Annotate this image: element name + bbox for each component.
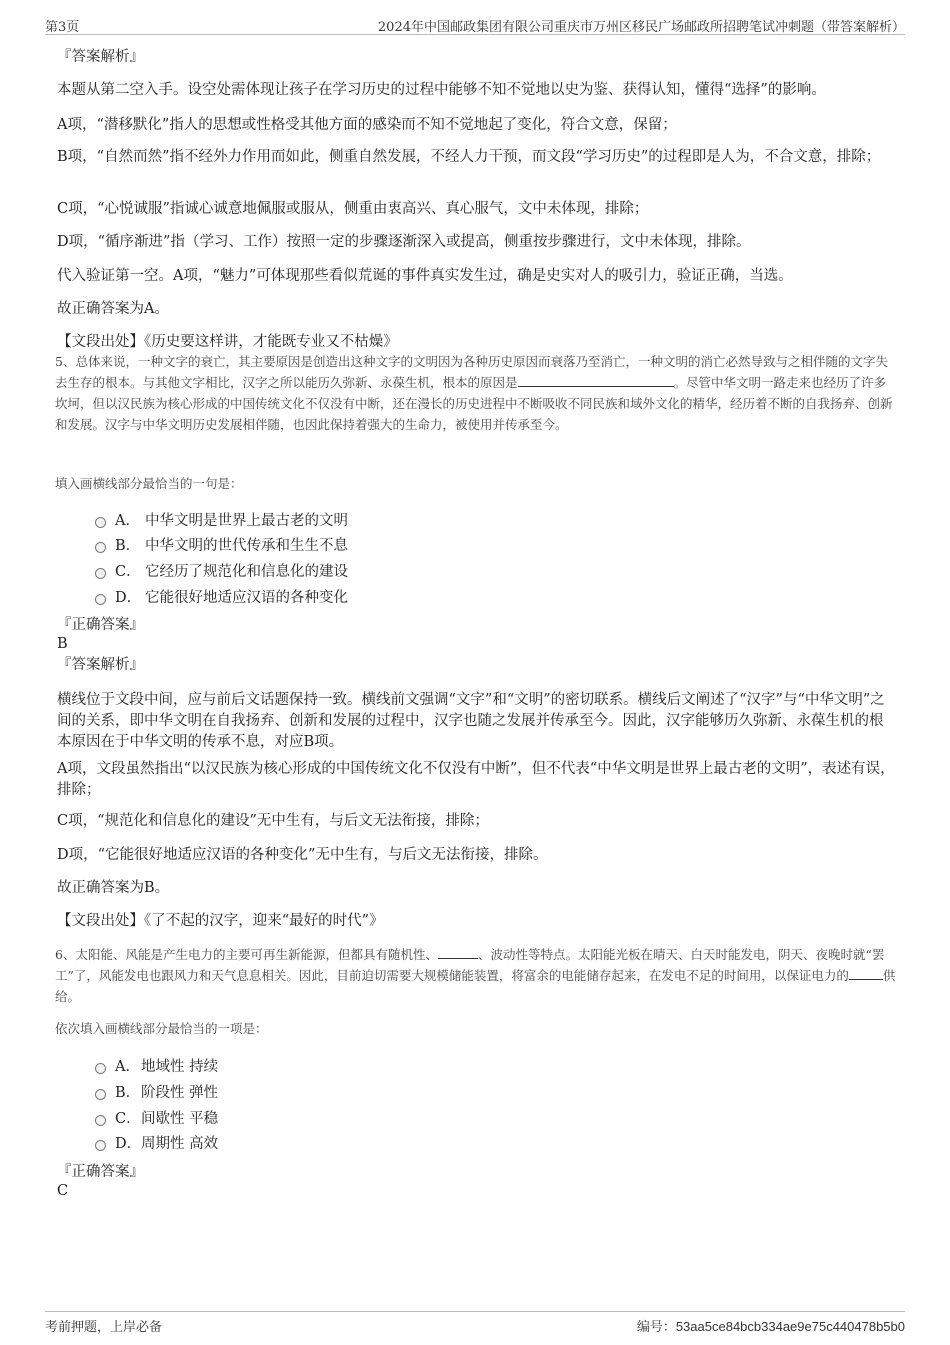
q6-stem-part-c: 供给。 xyxy=(55,968,896,1004)
q6-correct-label: 『正确答案』 xyxy=(57,1164,144,1180)
q6-option-a[interactable]: A．地域性 持续 xyxy=(95,1056,218,1078)
q6-stem-part-a: 6、太阳能、风能是产生电力的主要可再生新能源，但都具有随机性、 xyxy=(55,947,438,962)
footer-slogan: 考前押题，上岸必备 xyxy=(45,1320,163,1335)
q5-analysis-a: A项，文段虽然指出“以汉民族为核心形成的中国传统文化不仅没有中断”，但不代表“中华文明是世界上最古老的文明”，表述有误，排除； xyxy=(57,761,895,798)
q5-option-a[interactable]: A． 中华文明是世界上最古老的文明 xyxy=(95,510,348,532)
q6-option-b[interactable]: B．阶段性 弹性 xyxy=(95,1082,218,1104)
page-header xyxy=(45,14,905,35)
q5-prompt: 填入画横线部分最恰当的一句是： xyxy=(55,476,243,491)
q4-analysis-a: A项，“潜移默化”指人的思想或性格受其他方面的感染而不知不觉地起了变化，符合文意，保留； xyxy=(57,117,677,133)
q6-prompt: 依次填入画横线部分最恰当的一项是： xyxy=(55,1021,268,1036)
q4-source: 【文段出处】《历史要这样讲，才能既专业又不枯燥》 xyxy=(57,334,398,350)
q4-analysis-p3: 故正确答案为A。 xyxy=(57,301,169,317)
q6-option-d[interactable]: D．周期性 高效 xyxy=(95,1133,218,1155)
q5-answer: B xyxy=(57,636,68,652)
q5-blank xyxy=(518,372,674,387)
q6-blank-2 xyxy=(849,965,883,980)
radio-icon[interactable] xyxy=(95,1089,106,1100)
document-title: 2024年中国邮政集团有限公司重庆市万州区移民广场邮政所招聘笔试冲刺题（带答案解析） xyxy=(377,20,905,35)
page-number: 第3页 xyxy=(45,20,80,35)
q6-stem xyxy=(55,944,897,1007)
q5-option-b[interactable]: B． 中华文明的世代传承和生生不息 xyxy=(95,535,348,557)
q5-stem-part-b: 。尽管中华文明一路走来也经历了许多坎坷，但以汉民族为核心形成的中国传统文化不仅没有中断，还在漫长的历史进程中不断吸收不同民族和域外文化的精华，经历着不断的自我扬弃、创新和发展。汉字与中华文明历史发展相伴随，也因此保持着强大的生命力，被使用并传承至今。 xyxy=(55,375,893,432)
q5-stem xyxy=(55,351,897,435)
q5-option-c[interactable]: C． 它经历了规范化和信息化的建设 xyxy=(95,561,348,583)
q6-option-c[interactable]: C．间歇性 平稳 xyxy=(95,1108,218,1130)
q5-analysis-c: C项，“规范化和信息化的建设”无中生有，与后文无法衔接，排除； xyxy=(57,813,489,829)
q5-source: 【文段出处】《了不起的汉字，迎来“最好的时代”》 xyxy=(57,913,384,929)
q4-analysis-label: 『答案解析』 xyxy=(57,49,144,65)
q4-analysis-b: B项，“自然而然”指不经外力作用而如此，侧重自然发展，不经人力干预，而文段“学习历史”的过程即是人为，不合文意，排除； xyxy=(57,149,881,165)
q4-analysis-d: D项，“循序渐进”指（学习、工作）按照一定的步骤逐渐深入或提高，侧重按步骤进行，文中未体现，排除。 xyxy=(57,234,751,250)
q5-analysis-p1: 横线位于文段中间，应与前后文话题保持一致。横线前文强调“文字”和“文明”的密切联系。横线后文阐述了“汉字”与“中华文明”之间的关系，即中华文明在自我扬弃、创新和发展的过程中，汉字也随之发展并传承至今。因此，汉字能够历久弥新、永葆生机的根本原因在于中华文明的传承不息，对应B项。 xyxy=(57,692,885,750)
q5-analysis-d: D项，“它能很好地适应汉语的各种变化”无中生有，与后文无法衔接，排除。 xyxy=(57,847,548,863)
q5-option-d[interactable]: D． 它能很好地适应汉语的各种变化 xyxy=(95,587,348,609)
radio-icon[interactable] xyxy=(95,1140,106,1151)
q4-analysis-p2: 代入验证第一空。A项，“魅力”可体现那些看似荒诞的事件真实发生过，确是史实对人的吸引力，验证正确，当选。 xyxy=(57,268,793,284)
q6-answer: C xyxy=(57,1183,69,1199)
radio-icon[interactable] xyxy=(95,1115,106,1126)
q5-analysis-label: 『答案解析』 xyxy=(57,657,144,673)
radio-icon[interactable] xyxy=(95,517,106,528)
q5-stem-part-a: 5、总体来说，一种文字的衰亡，其主要原因是创造出这种文字的文明因为各种历史原因而衰落乃至消亡，一种文明的消亡必然导致与之相伴随的文字失去生存的根本。与其他文字相比，汉字之所以能历久弥新、永葆生机，根本的原因是 xyxy=(55,354,888,390)
radio-icon[interactable] xyxy=(95,594,106,605)
q5-correct-label: 『正确答案』 xyxy=(57,617,144,633)
q6-blank-1 xyxy=(438,944,478,959)
page-footer xyxy=(45,1311,905,1336)
footer-code: 编号：53aa5ce84bcb334ae9e75c440478b5b0 xyxy=(636,1319,905,1335)
q6-stem-part-b: 、波动性等特点。太阳能光板在晴天、白天时能发电，阴天、夜晚时就“罢工”了，风能发电也跟风力和天气息息相关。因此，目前迫切需要大规模储能装置，将富余的电能储存起来，在发电不足的时间用，以保证电力的 xyxy=(55,947,885,983)
q4-analysis-p1: 本题从第二空入手。设空处需体现让孩子在学习历史的过程中能够不知不觉地以史为鉴、获得认知，懂得“选择”的影响。 xyxy=(57,82,826,98)
radio-icon[interactable] xyxy=(95,542,106,553)
radio-icon[interactable] xyxy=(95,1063,106,1074)
q5-analysis-p2: 故正确答案为B。 xyxy=(57,880,170,896)
radio-icon[interactable] xyxy=(95,568,106,579)
q4-analysis-c: C项，“心悦诚服”指诚心诚意地佩服或服从，侧重由衷高兴、真心服气，文中未体现，排除； xyxy=(57,201,649,217)
